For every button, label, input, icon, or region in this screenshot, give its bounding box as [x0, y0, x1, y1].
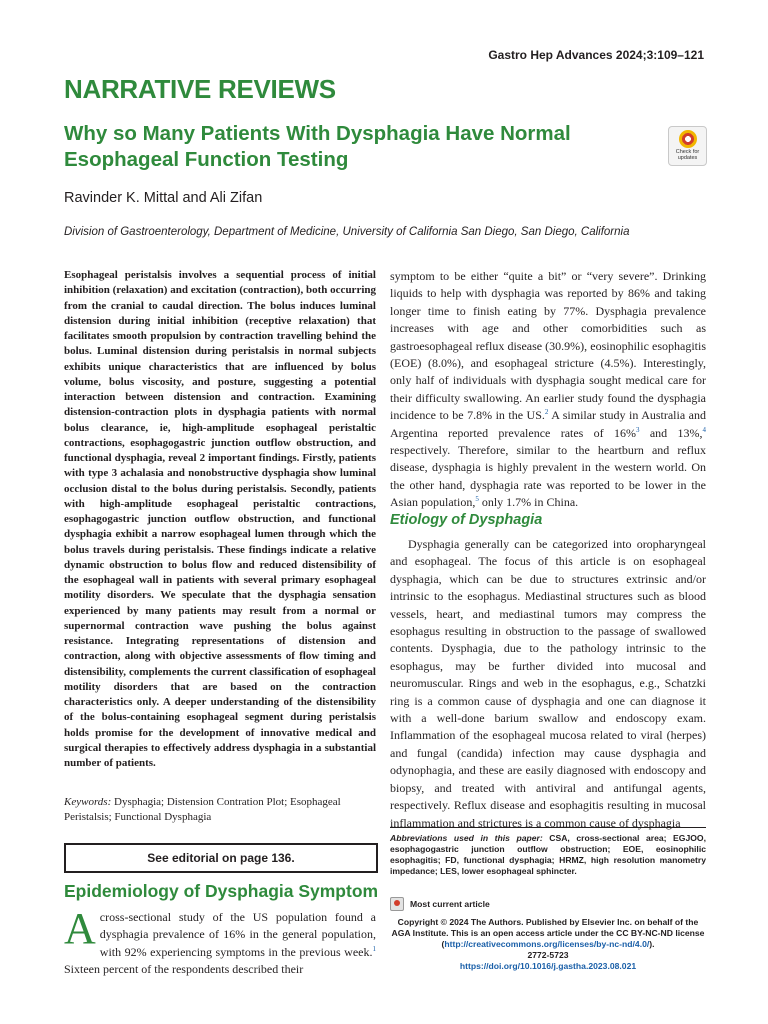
affiliation: Division of Gastroenterology, Department of Medicine, University of California San Diego, San Diego, California	[64, 226, 630, 238]
most-current-label: Most current article	[410, 899, 490, 909]
abbreviations-text: CSA, cross-sectional area; EGJOO, esophagogastric junction outflow obstruction; EOE, eosinophilic esophagitis; FD, functional dysphagia; HRMZ, high resolution manometry impedance; LES, lower esophageal sphincter.	[390, 833, 706, 876]
epidemiology-text-end: Sixteen percent of the respondents described their	[64, 962, 304, 977]
check-for-updates-button[interactable]	[668, 126, 707, 166]
issn: 2772-5723	[527, 950, 569, 960]
footnote-divider	[390, 827, 706, 828]
reference-link-5[interactable]: 5	[475, 495, 479, 504]
epidemiology-heading: Epidemiology of Dysphagia Symptom	[64, 881, 379, 901]
etiology-heading: Etiology of Dysphagia	[390, 512, 543, 528]
keywords-label: Keywords:	[64, 796, 112, 808]
epidemiology-paragraph	[64, 904, 376, 979]
abbreviations-footnote	[390, 833, 706, 877]
most-current-icon	[390, 897, 404, 911]
article-title: Why so Many Patients With Dysphagia Have Normal Esophageal Function Testing	[64, 122, 571, 171]
authors: Ravinder K. Mittal and Ali Zifan	[64, 190, 263, 206]
drop-cap: A	[64, 904, 96, 953]
check-updates-icon	[679, 130, 697, 148]
para-text: symptom to be either “quite a bit” or “very severe”. Drinking liquids to help with dysphagia was reported by 86% and taking longer time to finish eating by 77%. Dysphagia prevalence increases with age and other comorbidities such as gastroesophageal reflux disease (30.9%), eosinophilic esophagitis (EOE) (8.0%), and esophageal stricture (4.5%). Interestingly, only half of individuals with dysphagia sought medical care for their difficulty swallowing. An earlier study found the dysphagia incidence to be 7.8% in the US.	[390, 269, 706, 423]
para-text: respectively. Therefore, similar to the heartburn and reflux disease, dysphagia is highly prevalent in the western world. On the other hand, dysphagia rate was reported to be lower in the Asian population,	[390, 443, 706, 510]
reference-link-2[interactable]: 2	[544, 408, 549, 417]
most-current-article[interactable]	[390, 897, 490, 911]
journal-citation: Gastro Hep Advances 2024;3:109–121	[488, 48, 704, 62]
abstract: Esophageal peristalsis involves a sequential process of initial inhibition (relaxation) and excitation (contraction), both occurring from the cranial to caudal direction. The bolus induces luminal distension during initial inhibition (receptive relaxation) that facilitates smooth propulsion by contraction travelling behind the bolus. Luminal distension during peristalsis in normal subjects exhibits unique characteristics that are influenced by bolus volume, bolus viscosity, and posture, suggesting a potential interaction between distension and contraction. Examining distension-contraction plots in dysphagia patients with normal bolus clearance, ie, high-amplitude esophageal peristaltic contractions, esophagogastric junction outflow obstruction, and functional dysphagia, reveal 2 important findings. Firstly, patients with type 3 achalasia and nonobstructive dysphagia show luminal occlusion distal to the bolus during peristalsis. Secondly, patients with high-amplitude esophageal peristaltic contractions, esophagogastric junction outflow obstruction, and functional dysphagia exhibit a narrow esophageal lumen through which the bolus travels during peristalsis. These findings indicate a relative dynamic obstruction to bolus flow and reduced distensibility of the esophageal wall in patients with several primary esophageal motility disorders. We speculate that the dysphagia sensation experienced by many patients may result from a normal or supernormal contraction wave pushing the bolus against resistance. Integrating representations of distension and contraction, along with objective assessments of flow timing and distensibility, complements the current classification of esophageal motility disorders that are based on the contraction characteristics only. A deeper understanding of the distensibility of the bolus-containing esophageal segment during peristalsis holds promise for the development of innovative medical and surgical therapies to effectively address dysphagia in a substantial number of patients.	[64, 269, 376, 769]
keywords-text: Dysphagia; Distension Contration Plot; Esophageal Peristalsis; Functional Dysphagia	[64, 796, 341, 823]
epidemiology-text: cross-sectional study of the US population found a dysphagia prevalence of 16% in the general population, with 92% experiencing symptoms in the previous week.	[99, 910, 376, 959]
keywords	[64, 795, 376, 825]
editorial-note: See editorial on page 136.	[64, 843, 378, 873]
reference-link-4[interactable]: 4	[702, 425, 706, 434]
reference-link-3[interactable]: 3	[636, 425, 640, 434]
copyright-text-end: ).	[649, 939, 655, 949]
abbreviations-label: Abbreviations used in this paper:	[390, 833, 543, 843]
copyright-notice	[390, 917, 706, 972]
doi-link[interactable]: https://doi.org/10.1016/j.gastha.2023.08.021	[459, 961, 637, 971]
check-updates-label: Check for updates	[675, 149, 700, 161]
copyright-text: Copyright © 2024 The Authors. Published by Elsevier Inc. on behalf of the AGA Institute. This is an open access article under the CC BY-NC-ND license (	[391, 917, 705, 949]
section-heading: NARRATIVE REVIEWS	[64, 74, 336, 104]
epidemiology-continued-paragraph	[390, 268, 706, 512]
license-link[interactable]: http://creativecommons.org/licenses/by-nc-nd/4.0/	[444, 939, 650, 949]
para-text: and 13%,	[639, 425, 703, 440]
para-text: only 1.7% in China.	[478, 495, 579, 510]
para-text: A similar study in Australia and Argentina reported prevalence rates of 16%	[390, 408, 706, 440]
etiology-paragraph: Dysphagia generally can be categorized into oropharyngeal and esophageal. The focus of this article is on esophageal dysphagia, which can be due to structures extrinsic and/or intrinsic to the esophagus. Mediastinal structures such as blood vessels, heart, and mediastinal tumors may compress the esophagus resulting in obstruction to the passage of swallowed contents. Dysphagia, due to the pathology intrinsic to the esophagus, may be further divided into mucosal and neuromuscular. Rings and web in the esophagus, e.g., Schatzki ring is a common cause of dysphagia and one can diagnose it with a well-done barium swallow and endoscopy exam. Inflammation of the esophageal mucosa related to viral (herpes) and fungal (candida) infection may cause dysphagia and odynophagia, and these are easily diagnosed with endoscopy and biopsy, and treated with antiviral and antifungal agents, respectively. Reflux disease and esophagitis resulting in mucosal inflammation and strictures is a common cause of dysphagia	[390, 537, 706, 830]
reference-link-1[interactable]: 1	[372, 944, 376, 953]
